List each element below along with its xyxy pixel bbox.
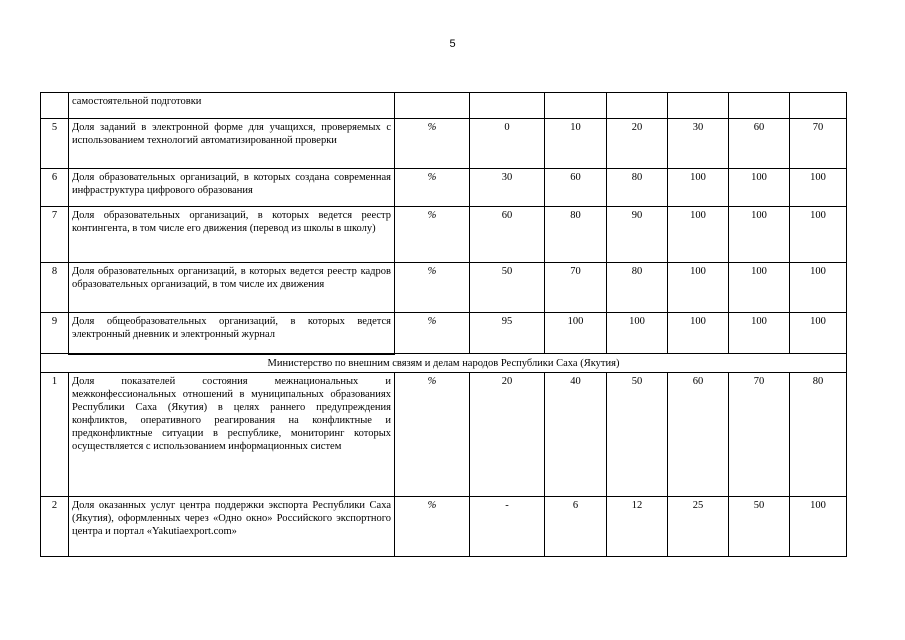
value-cell: 30 xyxy=(470,169,545,207)
table-row xyxy=(41,169,847,207)
section-heading: Министерство по внешним связям и делам народов Республики Саха (Якутия) xyxy=(41,354,847,373)
value-cell xyxy=(790,93,847,119)
unit-cell: % xyxy=(395,496,470,556)
value-cell: 100 xyxy=(790,313,847,354)
value-cell: 60 xyxy=(470,207,545,263)
row-number xyxy=(41,93,69,119)
value-cell: 50 xyxy=(470,263,545,313)
row-number: 8 xyxy=(41,263,69,313)
row-number: 2 xyxy=(41,496,69,556)
unit-cell: % xyxy=(395,372,470,496)
value-cell: 95 xyxy=(470,313,545,354)
value-cell: 50 xyxy=(607,372,668,496)
unit-cell: % xyxy=(395,263,470,313)
value-cell: 60 xyxy=(729,119,790,169)
value-cell: 60 xyxy=(545,169,607,207)
value-cell xyxy=(545,93,607,119)
indicator-text: Доля образовательных организаций, в которых ведется реестр контингента, в том числе его движения (перевод из школы в школу) xyxy=(69,207,395,263)
value-cell: 6 xyxy=(545,496,607,556)
value-cell: 20 xyxy=(470,372,545,496)
value-cell: 80 xyxy=(790,372,847,496)
value-cell: 30 xyxy=(668,119,729,169)
value-cell: 12 xyxy=(607,496,668,556)
value-cell: 100 xyxy=(729,313,790,354)
indicator-text: самостоятельной подготовки xyxy=(69,93,395,119)
row-number: 5 xyxy=(41,119,69,169)
table-row xyxy=(41,93,847,119)
value-cell: 100 xyxy=(729,263,790,313)
value-cell: 100 xyxy=(790,169,847,207)
table-row xyxy=(41,496,847,556)
value-cell xyxy=(668,93,729,119)
value-cell: 100 xyxy=(790,207,847,263)
unit-cell: % xyxy=(395,313,470,354)
value-cell: 20 xyxy=(607,119,668,169)
value-cell xyxy=(470,93,545,119)
table-row xyxy=(41,313,847,354)
indicator-text: Доля общеобразовательных организаций, в которых ведется электронный дневник и электронный журнал xyxy=(69,313,395,354)
value-cell: 100 xyxy=(668,207,729,263)
indicator-text: Доля образовательных организаций, в которых ведется реестр кадров образовательных организаций, в том числе их движения xyxy=(69,263,395,313)
indicator-text: Доля показателей состояния межнациональных и межконфессиональных отношений в муниципальных образованиях Республики Саха (Якутия) в целях раннего предупреждения конфликтов, оперативного реагирования на конфликтные и предконфликтные ситуации в республике, мониторинг которых осуществляется с использованием информационных систем xyxy=(69,372,395,496)
page-number: 5 xyxy=(449,38,456,50)
value-cell: 100 xyxy=(668,313,729,354)
value-cell: 100 xyxy=(668,263,729,313)
indicator-text: Доля заданий в электронной форме для учащихся, проверяемых с использованием технологий автоматизированной проверки xyxy=(69,119,395,169)
value-cell: 80 xyxy=(607,169,668,207)
table-row xyxy=(41,207,847,263)
indicators-table xyxy=(40,92,847,557)
value-cell: 100 xyxy=(790,496,847,556)
unit-cell: % xyxy=(395,169,470,207)
value-cell: 90 xyxy=(607,207,668,263)
unit-cell: % xyxy=(395,119,470,169)
row-number: 9 xyxy=(41,313,69,354)
value-cell: 70 xyxy=(729,372,790,496)
section-row xyxy=(41,354,847,373)
value-cell: 100 xyxy=(729,169,790,207)
table-row xyxy=(41,263,847,313)
unit-cell: % xyxy=(395,207,470,263)
row-number: 6 xyxy=(41,169,69,207)
unit-cell xyxy=(395,93,470,119)
value-cell: 10 xyxy=(545,119,607,169)
indicator-text: Доля образовательных организаций, в которых создана современная инфраструктура цифрового образования xyxy=(69,169,395,207)
value-cell xyxy=(607,93,668,119)
value-cell: 0 xyxy=(470,119,545,169)
value-cell: 100 xyxy=(729,207,790,263)
value-cell: 100 xyxy=(545,313,607,354)
value-cell: 70 xyxy=(790,119,847,169)
value-cell: 100 xyxy=(790,263,847,313)
value-cell: 100 xyxy=(607,313,668,354)
value-cell: 70 xyxy=(545,263,607,313)
value-cell: 100 xyxy=(668,169,729,207)
value-cell: 25 xyxy=(668,496,729,556)
value-cell: 80 xyxy=(545,207,607,263)
value-cell xyxy=(729,93,790,119)
row-number: 1 xyxy=(41,372,69,496)
value-cell: - xyxy=(470,496,545,556)
table-row xyxy=(41,372,847,496)
table-row xyxy=(41,119,847,169)
value-cell: 50 xyxy=(729,496,790,556)
value-cell: 40 xyxy=(545,372,607,496)
value-cell: 60 xyxy=(668,372,729,496)
value-cell: 80 xyxy=(607,263,668,313)
row-number: 7 xyxy=(41,207,69,263)
indicator-text: Доля оказанных услуг центра поддержки экспорта Республики Саха (Якутия), оформленных через «Одно окно» Российского экспортного центра и портал «Yakutiaexport.com» xyxy=(69,496,395,556)
